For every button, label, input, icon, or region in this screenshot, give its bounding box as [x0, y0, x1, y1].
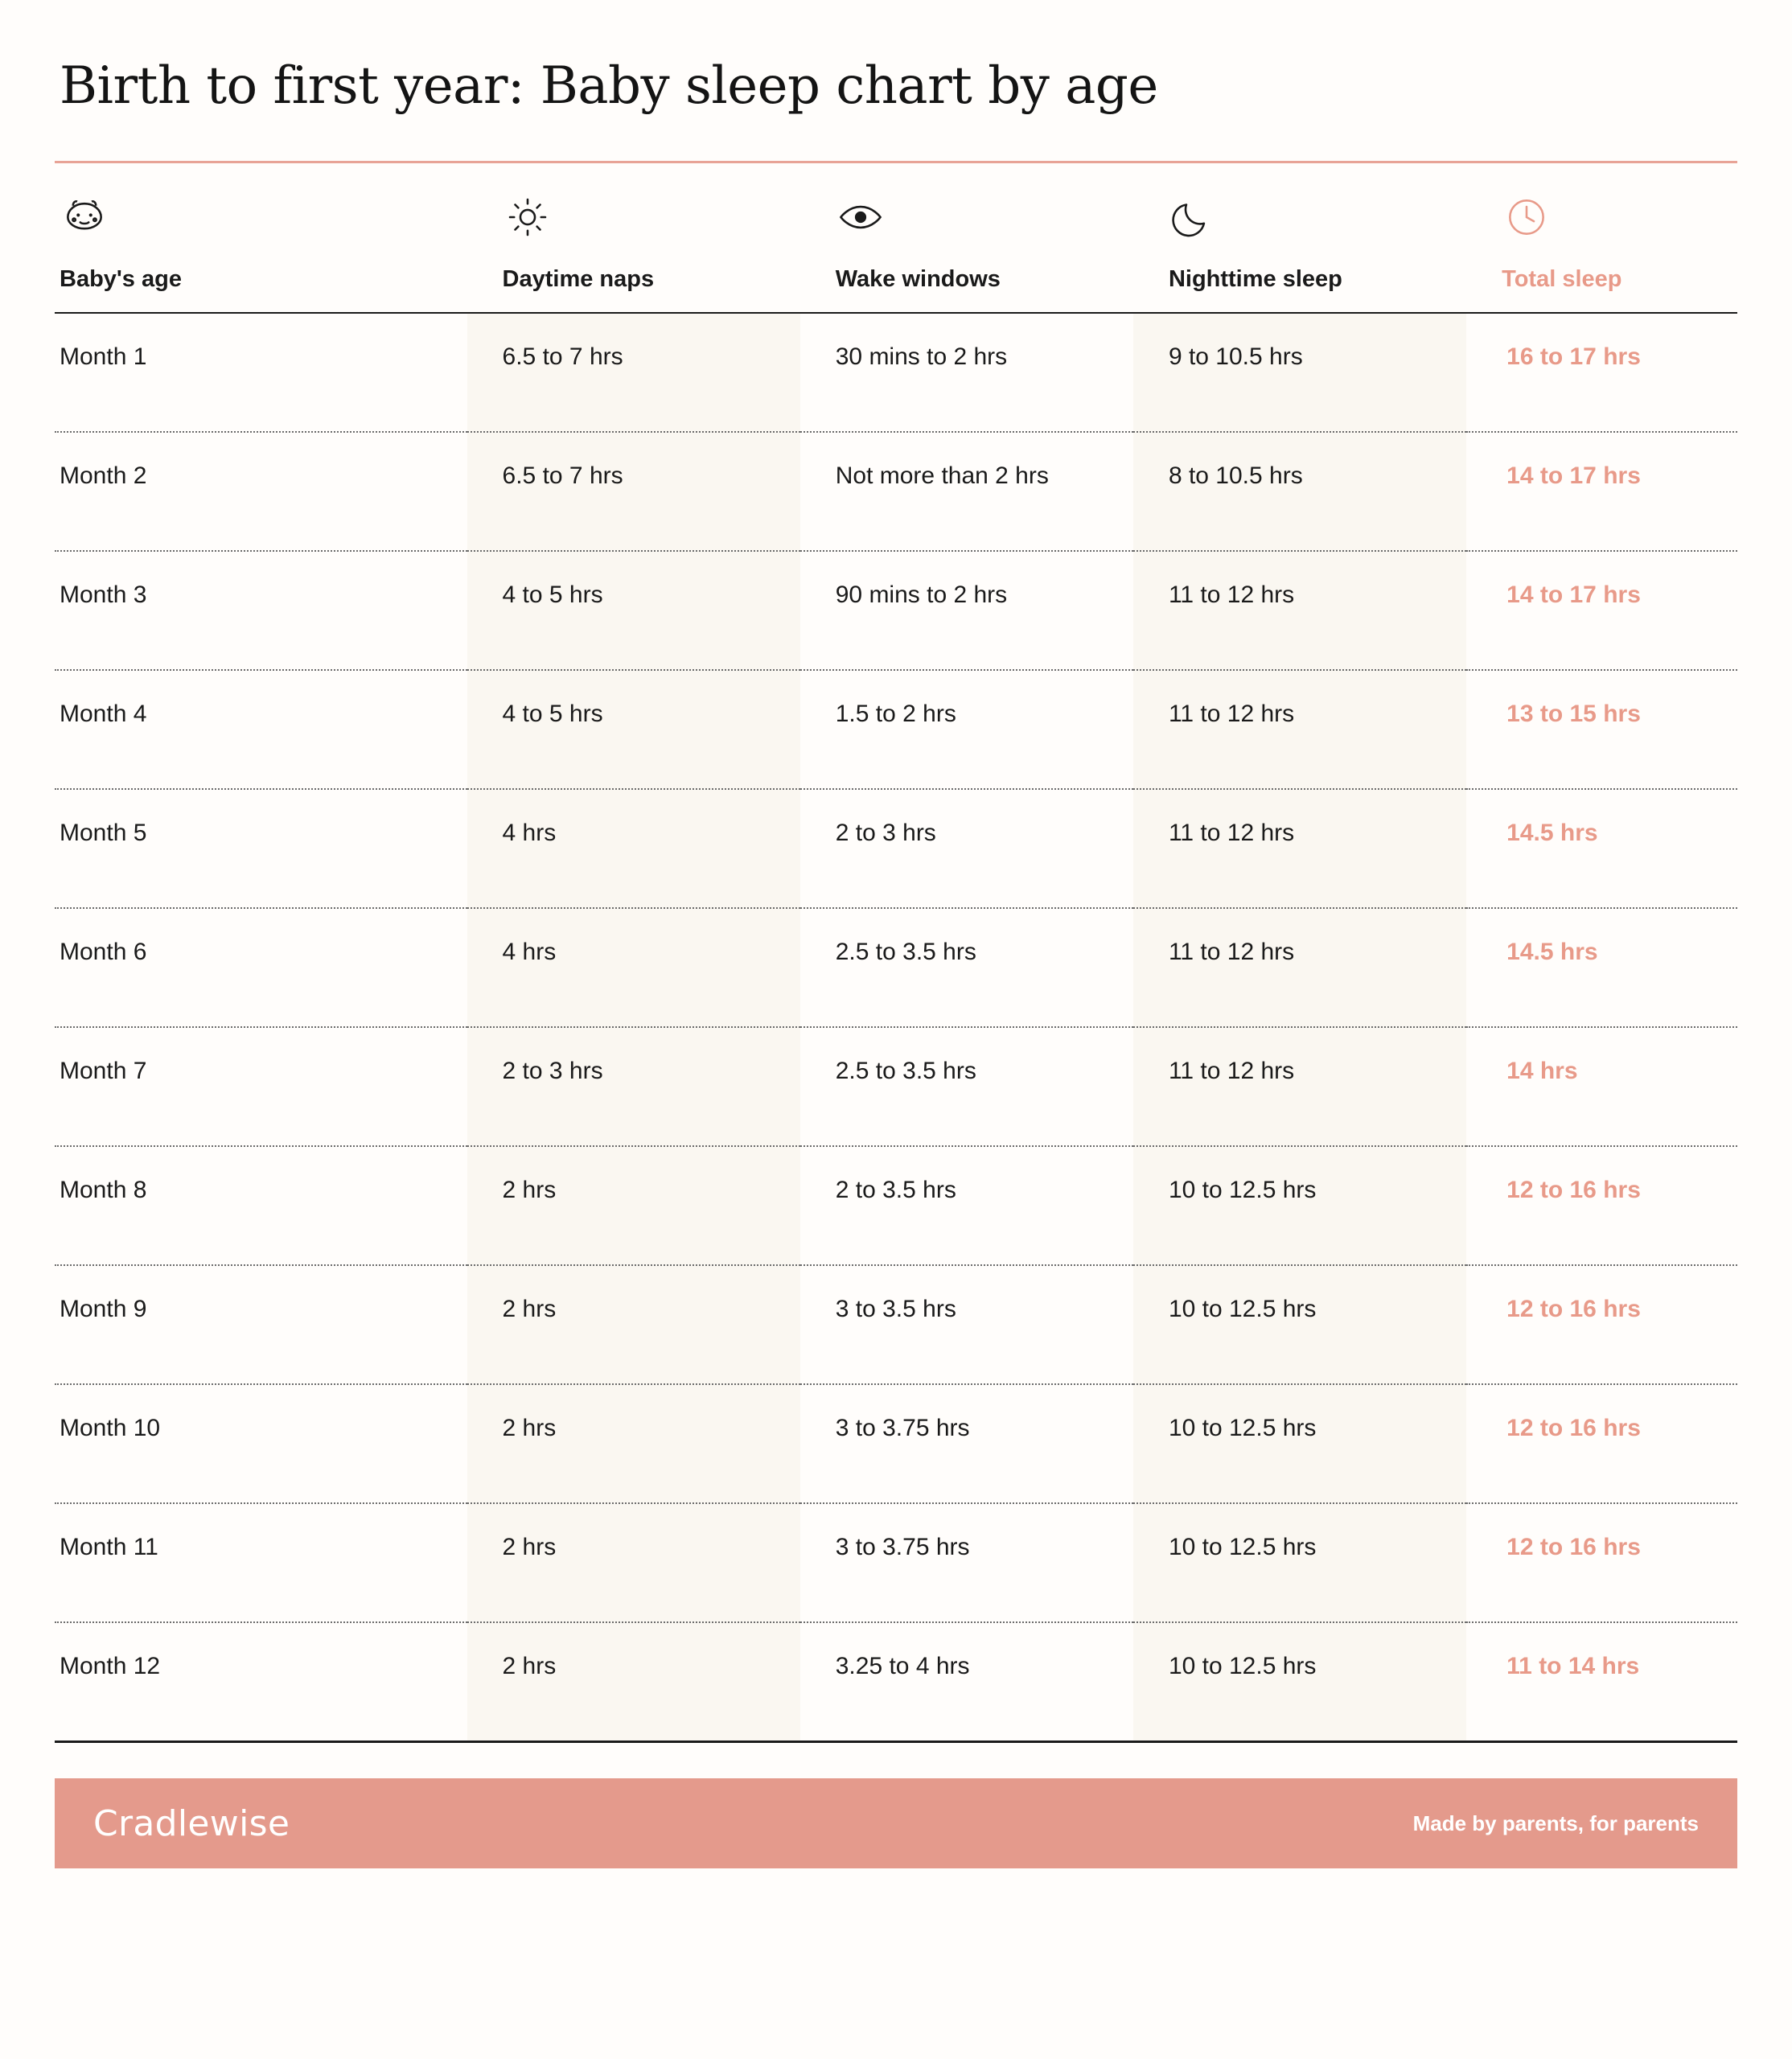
column-header-label: Daytime naps — [502, 266, 655, 292]
table-cell: 4 to 5 hrs — [467, 670, 800, 789]
row-age-cell: Month 12 — [60, 1653, 161, 1679]
table-cell: 2.5 to 3.5 hrs — [800, 1027, 1133, 1146]
table-cell: 14.5 hrs — [1466, 908, 1737, 1027]
table-cell: 10 to 12.5 hrs — [1133, 1384, 1466, 1503]
table-cell: 9 to 10.5 hrs — [1133, 313, 1466, 432]
row-age-cell: Month 2 — [55, 432, 467, 551]
column-header-daytime-naps — [467, 163, 800, 313]
table-cell: 2 to 3.5 hrs — [800, 1146, 1133, 1265]
row-age-cell: Month 8 — [55, 1146, 467, 1265]
table-cell: 11 to 12 hrs — [1133, 789, 1466, 908]
table-cell: 3 to 3.5 hrs — [800, 1265, 1133, 1384]
clock-icon — [1502, 192, 1737, 245]
table-cell: 2 hrs — [467, 1384, 800, 1503]
table-row — [55, 551, 1737, 670]
table-cell: 2 hrs — [467, 1265, 800, 1384]
table-row — [55, 789, 1737, 908]
table-cell: 11 to 12 hrs — [1133, 551, 1466, 670]
row-age-cell: Month 1 — [55, 313, 467, 432]
row-age-cell: Month 3 — [55, 551, 467, 670]
table-row — [55, 1384, 1737, 1503]
table-cell: 10 to 12.5 hrs — [1133, 1146, 1466, 1265]
table-cell: 3 to 3.75 hrs — [800, 1503, 1133, 1622]
table-cell: 6.5 to 7 hrs — [467, 313, 800, 432]
table-row — [55, 432, 1737, 551]
table-cell: 11 to 12 hrs — [1133, 908, 1466, 1027]
table-cell: 14 to 17 hrs — [1466, 551, 1737, 670]
table-cell: Not more than 2 hrs — [800, 432, 1133, 551]
table-cell: 14.5 hrs — [1466, 789, 1737, 908]
table-row — [55, 1622, 1737, 1740]
table-cell: 11 to 14 hrs — [1506, 1653, 1640, 1679]
table-cell: 90 mins to 2 hrs — [800, 551, 1133, 670]
table-cell: 4 hrs — [467, 789, 800, 908]
table-cell: 2 to 3 hrs — [800, 789, 1133, 908]
column-header-total-sleep — [1466, 163, 1737, 313]
table-cell: 2 to 3 hrs — [467, 1027, 800, 1146]
table-cell: 2 hrs — [467, 1622, 800, 1740]
table-cell: 12 to 16 hrs — [1466, 1503, 1737, 1622]
baby-sleep-table — [55, 163, 1737, 1740]
table-cell: 14 hrs — [1466, 1027, 1737, 1146]
footer-tagline: Made by parents, for parents — [1412, 1810, 1699, 1835]
table-bottom-divider — [55, 1740, 1737, 1743]
table-row — [55, 313, 1737, 432]
table-cell: 12 to 16 hrs — [1466, 1265, 1737, 1384]
column-header-label: Wake windows — [835, 266, 1001, 292]
row-age-cell: Month 7 — [55, 1027, 467, 1146]
page-title: Birth to first year: Baby sleep chart by age — [60, 56, 1158, 116]
eye-icon — [836, 192, 1133, 245]
row-age-cell: Month 6 — [55, 908, 467, 1027]
table-cell: 12 to 16 hrs — [1466, 1384, 1737, 1503]
column-header-label: Nighttime sleep — [1168, 266, 1342, 292]
table-cell: 12 to 16 hrs — [1466, 1146, 1737, 1265]
column-header-label: Baby's age — [60, 266, 182, 292]
table-cell: 10 to 12.5 hrs — [1133, 1503, 1466, 1622]
row-age-cell: Month 5 — [55, 789, 467, 908]
table-cell: 13 to 15 hrs — [1466, 670, 1737, 789]
column-header-wake-windows — [800, 163, 1133, 313]
table-header — [55, 163, 1737, 313]
baby-face-icon — [60, 192, 467, 245]
table-cell: 16 to 17 hrs — [1466, 313, 1737, 432]
table-cell: 6.5 to 7 hrs — [467, 432, 800, 551]
table-cell: 14 to 17 hrs — [1466, 432, 1737, 551]
table-cell: 4 hrs — [467, 908, 800, 1027]
table-cell: 30 mins to 2 hrs — [800, 313, 1133, 432]
table-cell: 3 to 3.75 hrs — [800, 1384, 1133, 1503]
row-age-cell: Month 9 — [55, 1265, 467, 1384]
table-body — [55, 313, 1737, 1740]
table-cell: 3.25 to 4 hrs — [835, 1653, 970, 1679]
table-row — [55, 1503, 1737, 1622]
row-age-cell: Month 10 — [55, 1384, 467, 1503]
table-cell: 11 to 12 hrs — [1133, 670, 1466, 789]
table-cell: 2 hrs — [467, 1146, 800, 1265]
sun-icon — [503, 192, 800, 245]
table-cell: 2.5 to 3.5 hrs — [800, 908, 1133, 1027]
table-cell: 4 to 5 hrs — [467, 551, 800, 670]
footer-bar — [55, 1778, 1737, 1868]
table-cell: 11 to 12 hrs — [1133, 1027, 1466, 1146]
column-header-label: Total sleep — [1502, 266, 1622, 292]
table-row — [55, 908, 1737, 1027]
table-row — [55, 1027, 1737, 1146]
table-cell: 10 to 12.5 hrs — [1133, 1622, 1466, 1740]
table-cell: 10 to 12.5 hrs — [1133, 1265, 1466, 1384]
table-cell: 2 hrs — [467, 1503, 800, 1622]
brand-logo: Cradlewise — [93, 1802, 290, 1844]
table-row — [55, 1146, 1737, 1265]
table-header-row — [55, 163, 1737, 313]
table-cell: 8 to 10.5 hrs — [1133, 432, 1466, 551]
row-age-cell: Month 4 — [55, 670, 467, 789]
column-header-nighttime-sleep — [1133, 163, 1466, 313]
moon-icon — [1169, 192, 1466, 245]
row-age-cell: Month 11 — [55, 1503, 467, 1622]
table-row — [55, 1265, 1737, 1384]
column-header-baby-age — [55, 163, 467, 313]
table-cell: 1.5 to 2 hrs — [800, 670, 1133, 789]
table-row — [55, 670, 1737, 789]
